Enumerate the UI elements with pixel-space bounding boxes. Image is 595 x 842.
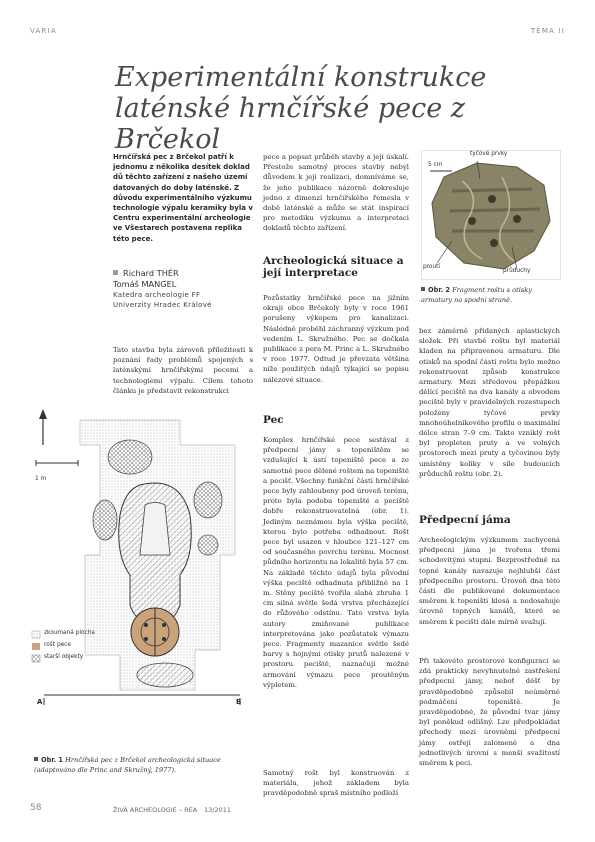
figure-2-caption-text: Fragment roštu s otisky armatury na spodní straně. — [421, 286, 532, 304]
legend-item-examined: zkoumaná plocha — [44, 630, 95, 636]
heading-forepit: Předpecní jáma — [419, 514, 511, 526]
section-label: VARIA — [30, 27, 57, 35]
figure-1-caption — [34, 756, 254, 775]
journal-name: ŽIVÁ ARCHEOLOGIE – REA — [113, 806, 198, 814]
article-title: Experimentální konstrukce laténské hrnčířské pece z Brčekol — [115, 62, 487, 155]
col2-opening-paragraph: pece a popsat průběh stavby a její úskalí. Přestože samotný proces stavby nebyl důvodem k její realizaci, domníváme se, že jeho publikace názorně dokresluje jedno z dimenzí hrnčířského řemesla v době laténské a může se stát inspirací pro metodiku výzkumu a interpretaci dokladů těchto zařízení. — [263, 153, 409, 233]
fig2-label-vents: průduchy — [503, 268, 531, 274]
col3-paragraph-2: Archeologickým výzkumem zachycená předpecní jáma je tvořena třemi schodovitými stupni. Bezprostředně na topné kanály navazuje nejhlubší část předpecního prostoru. Úroveň dna této části dle publikované dokumentace směrem k topeništi klesá a nedosahuje úrovně topných kanálů, které se směrem k pecišti dále mírně svažují. — [419, 536, 560, 626]
figure-2-number: Obr. 2 — [428, 286, 451, 294]
section-label-a: A — [37, 698, 43, 706]
legend-item-grate: rošt pece — [44, 642, 71, 648]
col2-paragraph-1: Pozůstatky hrnčířské pece na jižním okraji obce Brčekoly byly v roce 1961 porušeny výkopem pro kanalizaci. Následně proběhl záchranný výzkum pod vedením L. Skružného. Pec se dočkala publikace z pera M. Princ a L. Skružného v roce 1977. Odtud je převzata většina níže použitých údajů týkající se popisu nálezové situace. — [263, 294, 409, 384]
author-name-2: Tomáš MANGEL — [113, 279, 177, 289]
scale-label: 1 m — [35, 476, 47, 482]
legend-item-older: starší objekty — [44, 654, 84, 660]
topic-label: TÉMA II — [530, 27, 565, 35]
author-affiliation-2: Univerzity Hradec Králové — [113, 301, 212, 309]
figure-1-caption-text: Hrnčířská pec z Brčekol archeologická situace (adaptováno dle Princ and Skružný, 1977). — [34, 756, 221, 774]
col3-paragraph-3: Při takovéto prostorové konfiguraci se zdá prakticky nevyhnutelné zastřešení předpecní jámy, neboť déšť by pravděpodobně způsobil neúměrné podmáčení topeniště. Je pravděpodobné, že původní tvar jámy byl poněkud odlišný. Lze předpokládat přechody mezi úrovněmi předpecní jámy ostřejí zalomené a dna jednotlivých úrovní s menší svažitostí směrem k peci. — [419, 657, 560, 768]
article-lead: Hrnčířská pec z Brčekol patří k jednomu z několika desítek doklad dů těchto zařízení z našeho území datovaných do doby laténské. Z důvodu experimentálního výzkumu technologie výpalu keramiky byla v Centru experimentální archeologie ve Všestarech postavena replika této pece. — [113, 153, 253, 243]
bullet-square-icon — [34, 757, 38, 761]
author-affiliation-1: Katedra archeologie FF — [113, 291, 201, 299]
heading-kiln: Pec — [263, 414, 284, 426]
figure-2-photo — [421, 150, 561, 280]
col2-paragraph-3: Samotný rošt byl konstruován z materiálu, jehož základem byla pravděpodobně spraš místního podloží — [263, 769, 409, 798]
intro-paragraph: Tato stavba byla zároveň příležitostí k poznání řady problémů spojených s laténskými hrnčířskými pecemi a technologiemi výpalu. Cílem tohoto článku je představit rekonstrukci — [113, 346, 253, 395]
figure-1-plan — [30, 405, 255, 771]
section-label-b: B — [236, 698, 242, 706]
bullet-square-icon — [421, 287, 425, 291]
fig2-label-rods: tyčové prvky — [470, 151, 508, 157]
bullet-square-icon — [113, 270, 118, 275]
col3-paragraph-1: bez záměrně přidaných aplastických složek. Při stavbě roštu byl materiál kladen na připravenou armaturu. Dle otisků na spodní části roštu bylo možno rekonstruovat způsob konstrukce armatury. Mezi středovou přepážkou dělící peciště na dva kanály a obvodem peciště byly v pravidelných rozestupech položeny tyčové prvky mnohoúhelníkového profilu o maximální délce stran 7–9 cm. Takto vzniklý rošt byl propleten pruty a ve volných prostorech mezi pruty a tyčovinou byly umístěny koliky v síle budoucích průduchů roštu (obr. 2). — [419, 327, 560, 478]
figure-2-caption — [421, 286, 561, 305]
plan-drawing — [30, 405, 255, 771]
journal-issue: 13/2011 — [204, 806, 232, 814]
author-name-1: Richard THÉR — [123, 268, 179, 278]
heading-archaeological-situation: Archeologická situace a její interpretace — [263, 255, 404, 279]
figure-1-number: Obr. 1 — [41, 756, 64, 764]
fig2-label-withies: proutí — [423, 264, 441, 270]
grate-fragment-image — [422, 151, 560, 279]
col2-paragraph-2: Komplex hrnčířské pece sestával z předpecní jámy s topeništěm se vzdušující k ústí topeniště pece a ze samotné pece dělené roštem na topeniště a pecišť. Všechny funkční části hrnčířské pece byly zahloubeny pod úroveň terénu, proto byla podoba topeniště a peciště dobře rekonstruovatelná (obr. 1). Jediným neznámou byla výška peciště, kterou bylo potřeba odhadnout. Rošt pece byl usazen v hloubce 121–127 cm od současného povrchu terénu. Mocnost půdního horizontu na lokalitě byla 57 cm. Na základě těchto údajů byla původní výška peciště odhadnuta přibližně na 1 m. Stěny peciště tvořila slabá zhruba 1 cm silná světle šedá vrstva přecházející do růžového odstínu. Tato vrstva byla autory zmiňované publikace interpretována jako pozůstatek výmazu pece. Fragmenty mazanice světle šedé barvy s hojnými otisky prutů nalezené v prostoru peciště, naznačují možné armování výmazu pece proutěným výpletem. — [263, 436, 409, 689]
author-block — [113, 268, 253, 310]
fig2-label-scale: 5 cm — [428, 162, 443, 168]
page-number: 58 — [30, 803, 42, 813]
